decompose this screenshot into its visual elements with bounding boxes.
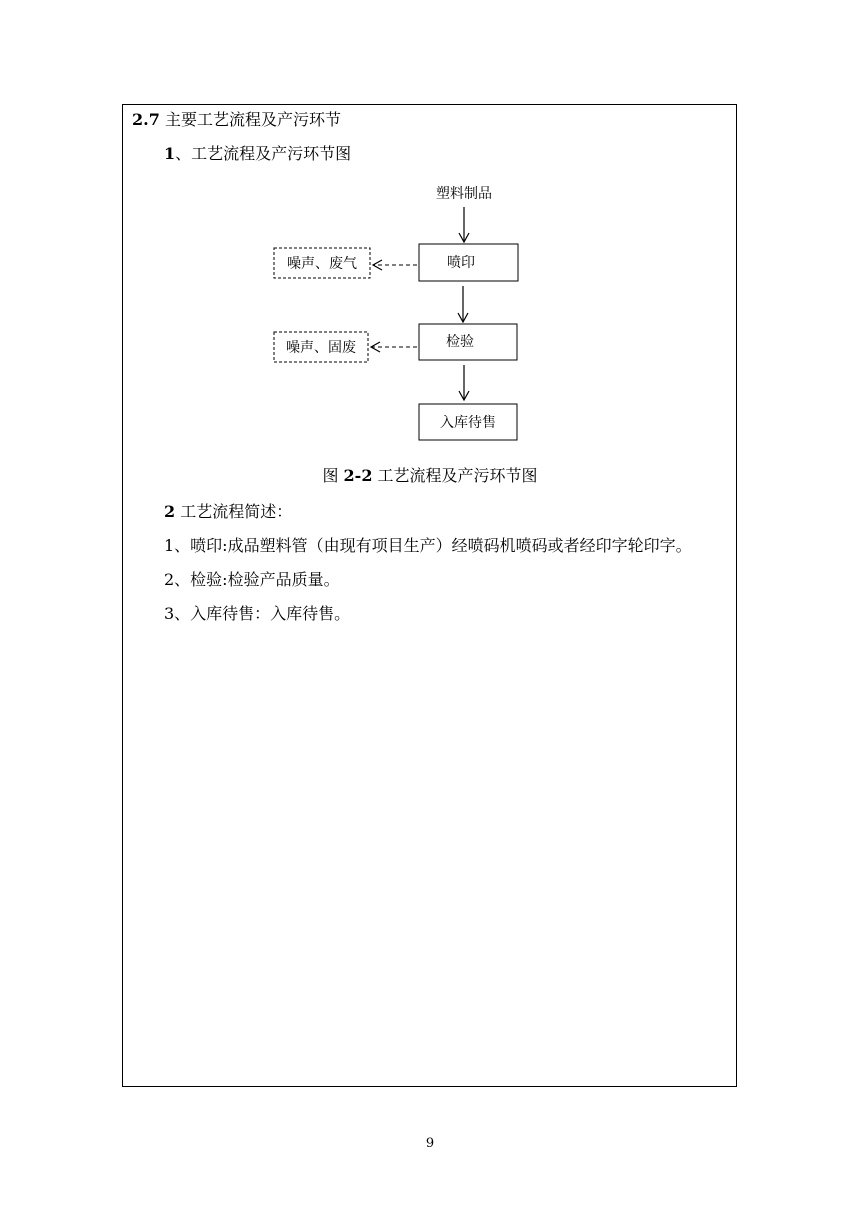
summary-title: 工艺流程简述： [180,502,293,521]
subsection-heading [164,144,351,164]
summary-number: 2 [164,502,176,521]
content-frame [122,104,737,1087]
section-heading [132,110,341,130]
flow-step-label: 喷印 [447,255,475,271]
summary-item: 3、入库待售：入库待售。 [164,604,351,623]
flow-output-label: 噪声、废气 [287,256,357,272]
flow-output-label: 噪声、固废 [286,340,356,356]
subsection-number: 1 [164,144,176,163]
flow-input-label: 塑料制品 [436,186,492,202]
flow-step-label: 入库待售 [440,415,496,431]
section-title: 主要工艺流程及产污环节 [164,110,341,129]
summary-item: 2、检验:检验产品质量。 [164,570,340,589]
flow-step-label: 检验 [446,334,474,350]
section-number: 2.7 [132,110,160,129]
caption-number: 2-2 [343,466,373,485]
page-number: 9 [425,1136,435,1151]
subsection-title: 、工艺流程及产污环节图 [175,144,352,163]
caption-prefix: 图 [322,466,339,485]
figure-caption [0,466,860,486]
summary-heading [164,502,292,522]
summary-item: 1、喷印:成品塑料管（由现有项目生产）经喷码机喷码或者经印字轮印字。 [164,536,692,555]
caption-text: 工艺流程及产污环节图 [377,466,538,485]
